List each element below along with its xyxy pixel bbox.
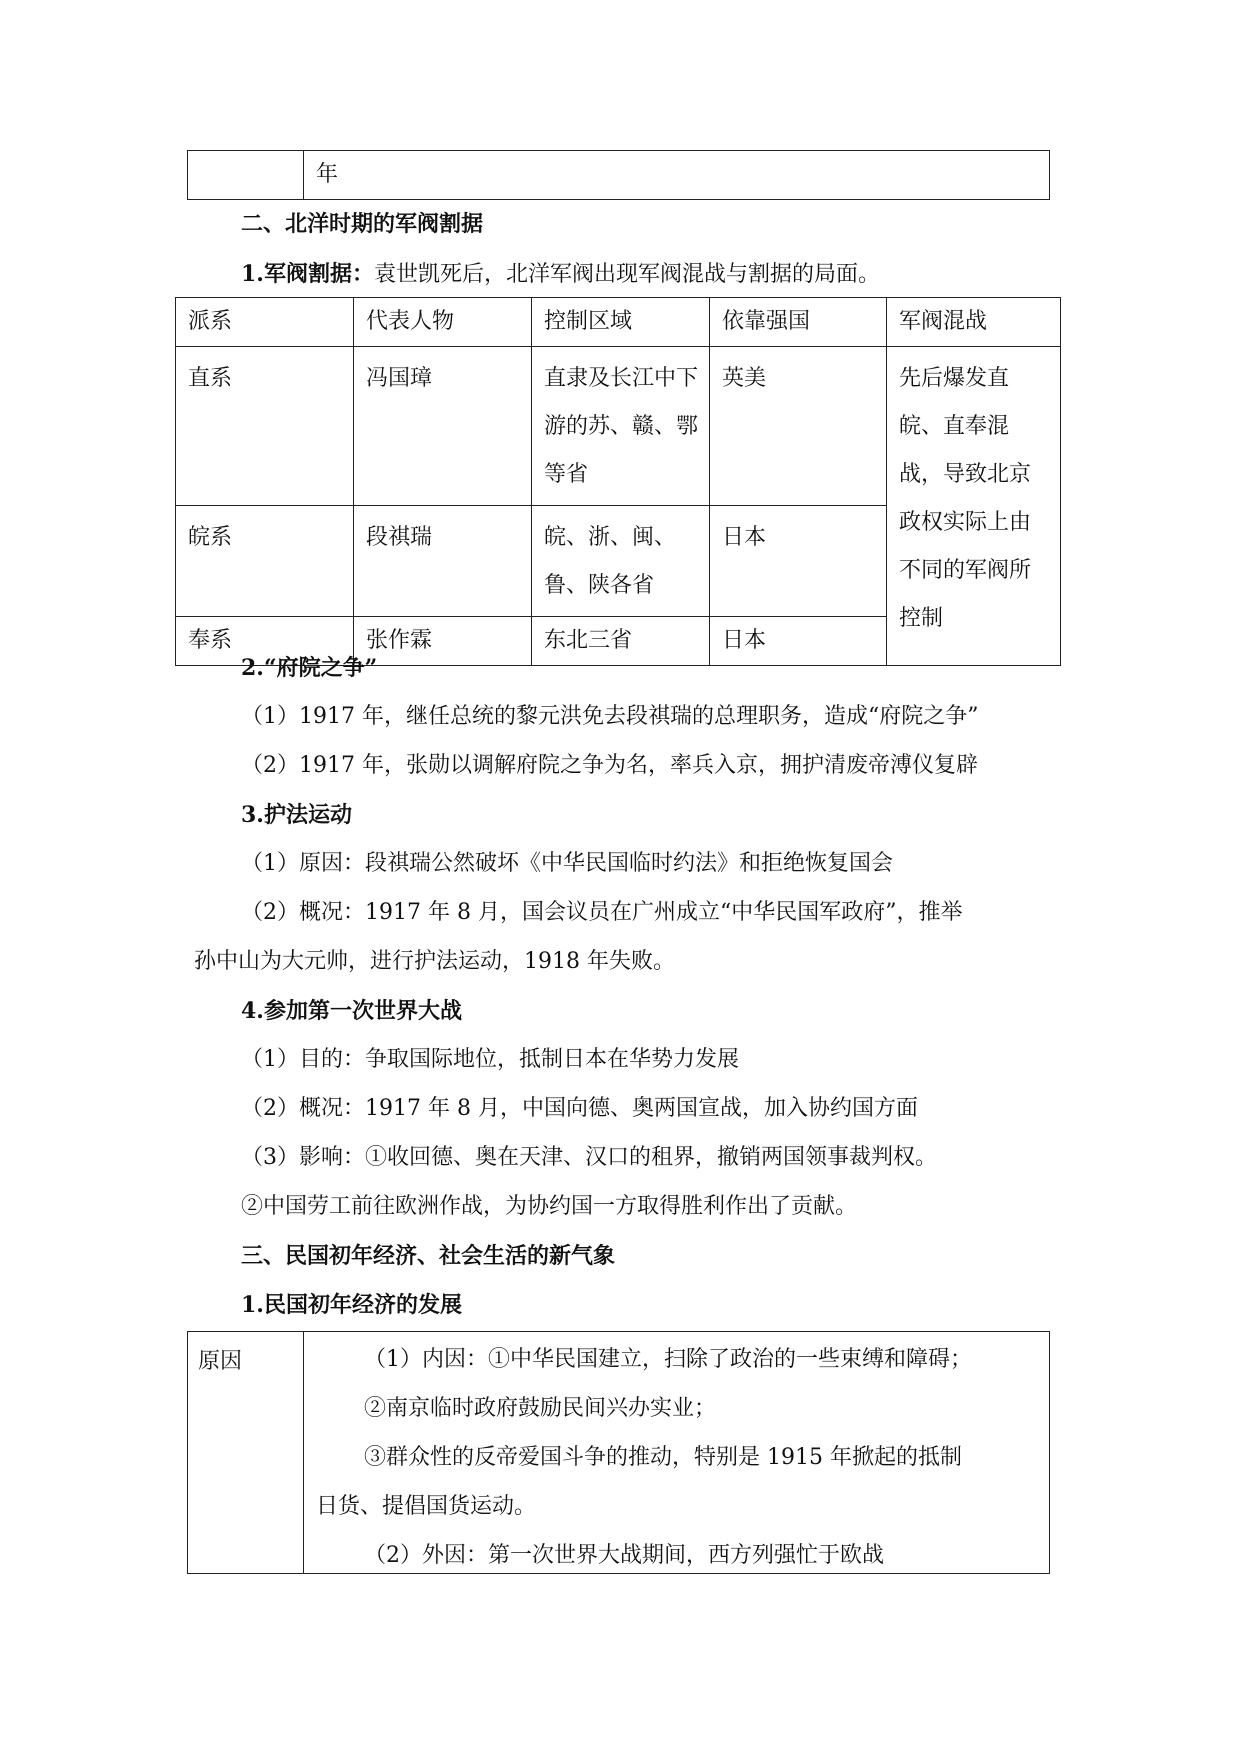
economy-table: [187, 1331, 1050, 1574]
item3-title: 3.护法运动: [241, 802, 352, 828]
item3-line2a: （2）概况：1917 年 8 月，国会议员在广州成立“中华民国军政府”，推举: [241, 900, 963, 925]
region-wan: 皖、浙、闽、鲁、陕各省: [544, 525, 677, 598]
item4-title: 4.参加第一次世界大战: [241, 998, 462, 1024]
continued-table-left-cell: [188, 151, 304, 200]
item1-text: 袁世凯死后，北洋军阀出现军阀混战与割据的局面。: [373, 262, 880, 287]
item4-line1: （1）目的：争取国际地位，抵制日本在华势力发展: [241, 1047, 739, 1072]
item3-line1: （1）原因：段祺瑞公然破坏《中华民国临时约法》和拒绝恢复国会: [241, 851, 893, 876]
faction-zhi: 直系: [188, 366, 233, 391]
item3-line2b: 孙中山为大元帅，进行护法运动，1918 年失败。: [194, 949, 675, 974]
faction-wan: 皖系: [188, 525, 233, 550]
econ-line1: （1）内因：①中华民国建立，扫除了政治的一些束缚和障碍；: [364, 1347, 972, 1372]
table-row: [176, 347, 1061, 506]
leader-feng: 冯国璋: [366, 366, 433, 391]
continued-table: [187, 150, 1050, 200]
leader-duan: 段祺瑞: [366, 525, 433, 550]
region-feng: 东北三省: [544, 628, 633, 653]
econ-line5: （2）外因：第一次世界大战期间，西方列强忙于欧战: [364, 1543, 884, 1568]
economy-content-cell: [304, 1332, 1050, 1574]
item4-line3: （3）影响：①收回德、奥在天津、汉口的租界，撤销两国领事裁判权。: [241, 1145, 937, 1170]
economy-content: [304, 1332, 1049, 1573]
warlord-table: [175, 297, 1061, 666]
continued-table-text: 年: [316, 162, 339, 187]
war-text: 先后爆发直皖、直奉混战，导致北京政权实际上由不同的军阀所控制: [899, 366, 1032, 631]
economy-label-cell: [188, 1332, 304, 1574]
section2-heading: 二、北洋时期的军阀割据: [241, 211, 484, 237]
econ-line3: ③群众性的反帝爱国斗争的推动，特别是 1915 年掀起的抵制: [364, 1445, 962, 1470]
warlord-table-header-row: [176, 298, 1061, 347]
economy-label: 原因: [198, 1349, 243, 1374]
item4-line2: （2）概况：1917 年 8 月，中国向德、奥两国宣战，加入协约国方面: [241, 1096, 918, 1121]
section3-item1-title: 1.民国初年经济的发展: [241, 1292, 462, 1318]
header-faction: 派系: [188, 309, 233, 334]
leader-zhang: 张作霖: [366, 628, 433, 653]
item2-title: 2.“府院之争”: [241, 655, 378, 681]
continued-table-right-cell: [304, 151, 1050, 200]
item2-line1: （1）1917 年，继任总统的黎元洪免去段祺瑞的总理职务，造成“府院之争”: [241, 704, 979, 729]
power-wan: 日本: [722, 525, 767, 550]
item1-paragraph: [241, 258, 880, 291]
power-zhi: 英美: [722, 366, 767, 391]
item2-line2: （2）1917 年，张勋以调解府院之争为名，率兵入京，拥护清废帝溥仪复辟: [241, 753, 978, 778]
header-wars: 军阀混战: [899, 309, 988, 334]
item4-line4: ②中国劳工前往欧洲作战，为协约国一方取得胜利作出了贡献。: [241, 1194, 858, 1219]
section3-heading: 三、民国初年经济、社会生活的新气象: [241, 1243, 616, 1269]
header-region: 控制区域: [544, 309, 633, 334]
item1-title: 1.军阀割据：: [241, 261, 374, 287]
power-feng: 日本: [722, 628, 767, 653]
econ-line2: ②南京临时政府鼓励民间兴办实业；: [364, 1396, 717, 1421]
header-leader: 代表人物: [366, 309, 455, 334]
header-power: 依靠强国: [722, 309, 811, 334]
econ-line4: 日货、提倡国货运动。: [316, 1494, 537, 1519]
region-zhi: 直隶及长江中下游的苏、赣、鄂等省: [544, 366, 699, 487]
faction-feng: 奉系: [188, 628, 233, 653]
